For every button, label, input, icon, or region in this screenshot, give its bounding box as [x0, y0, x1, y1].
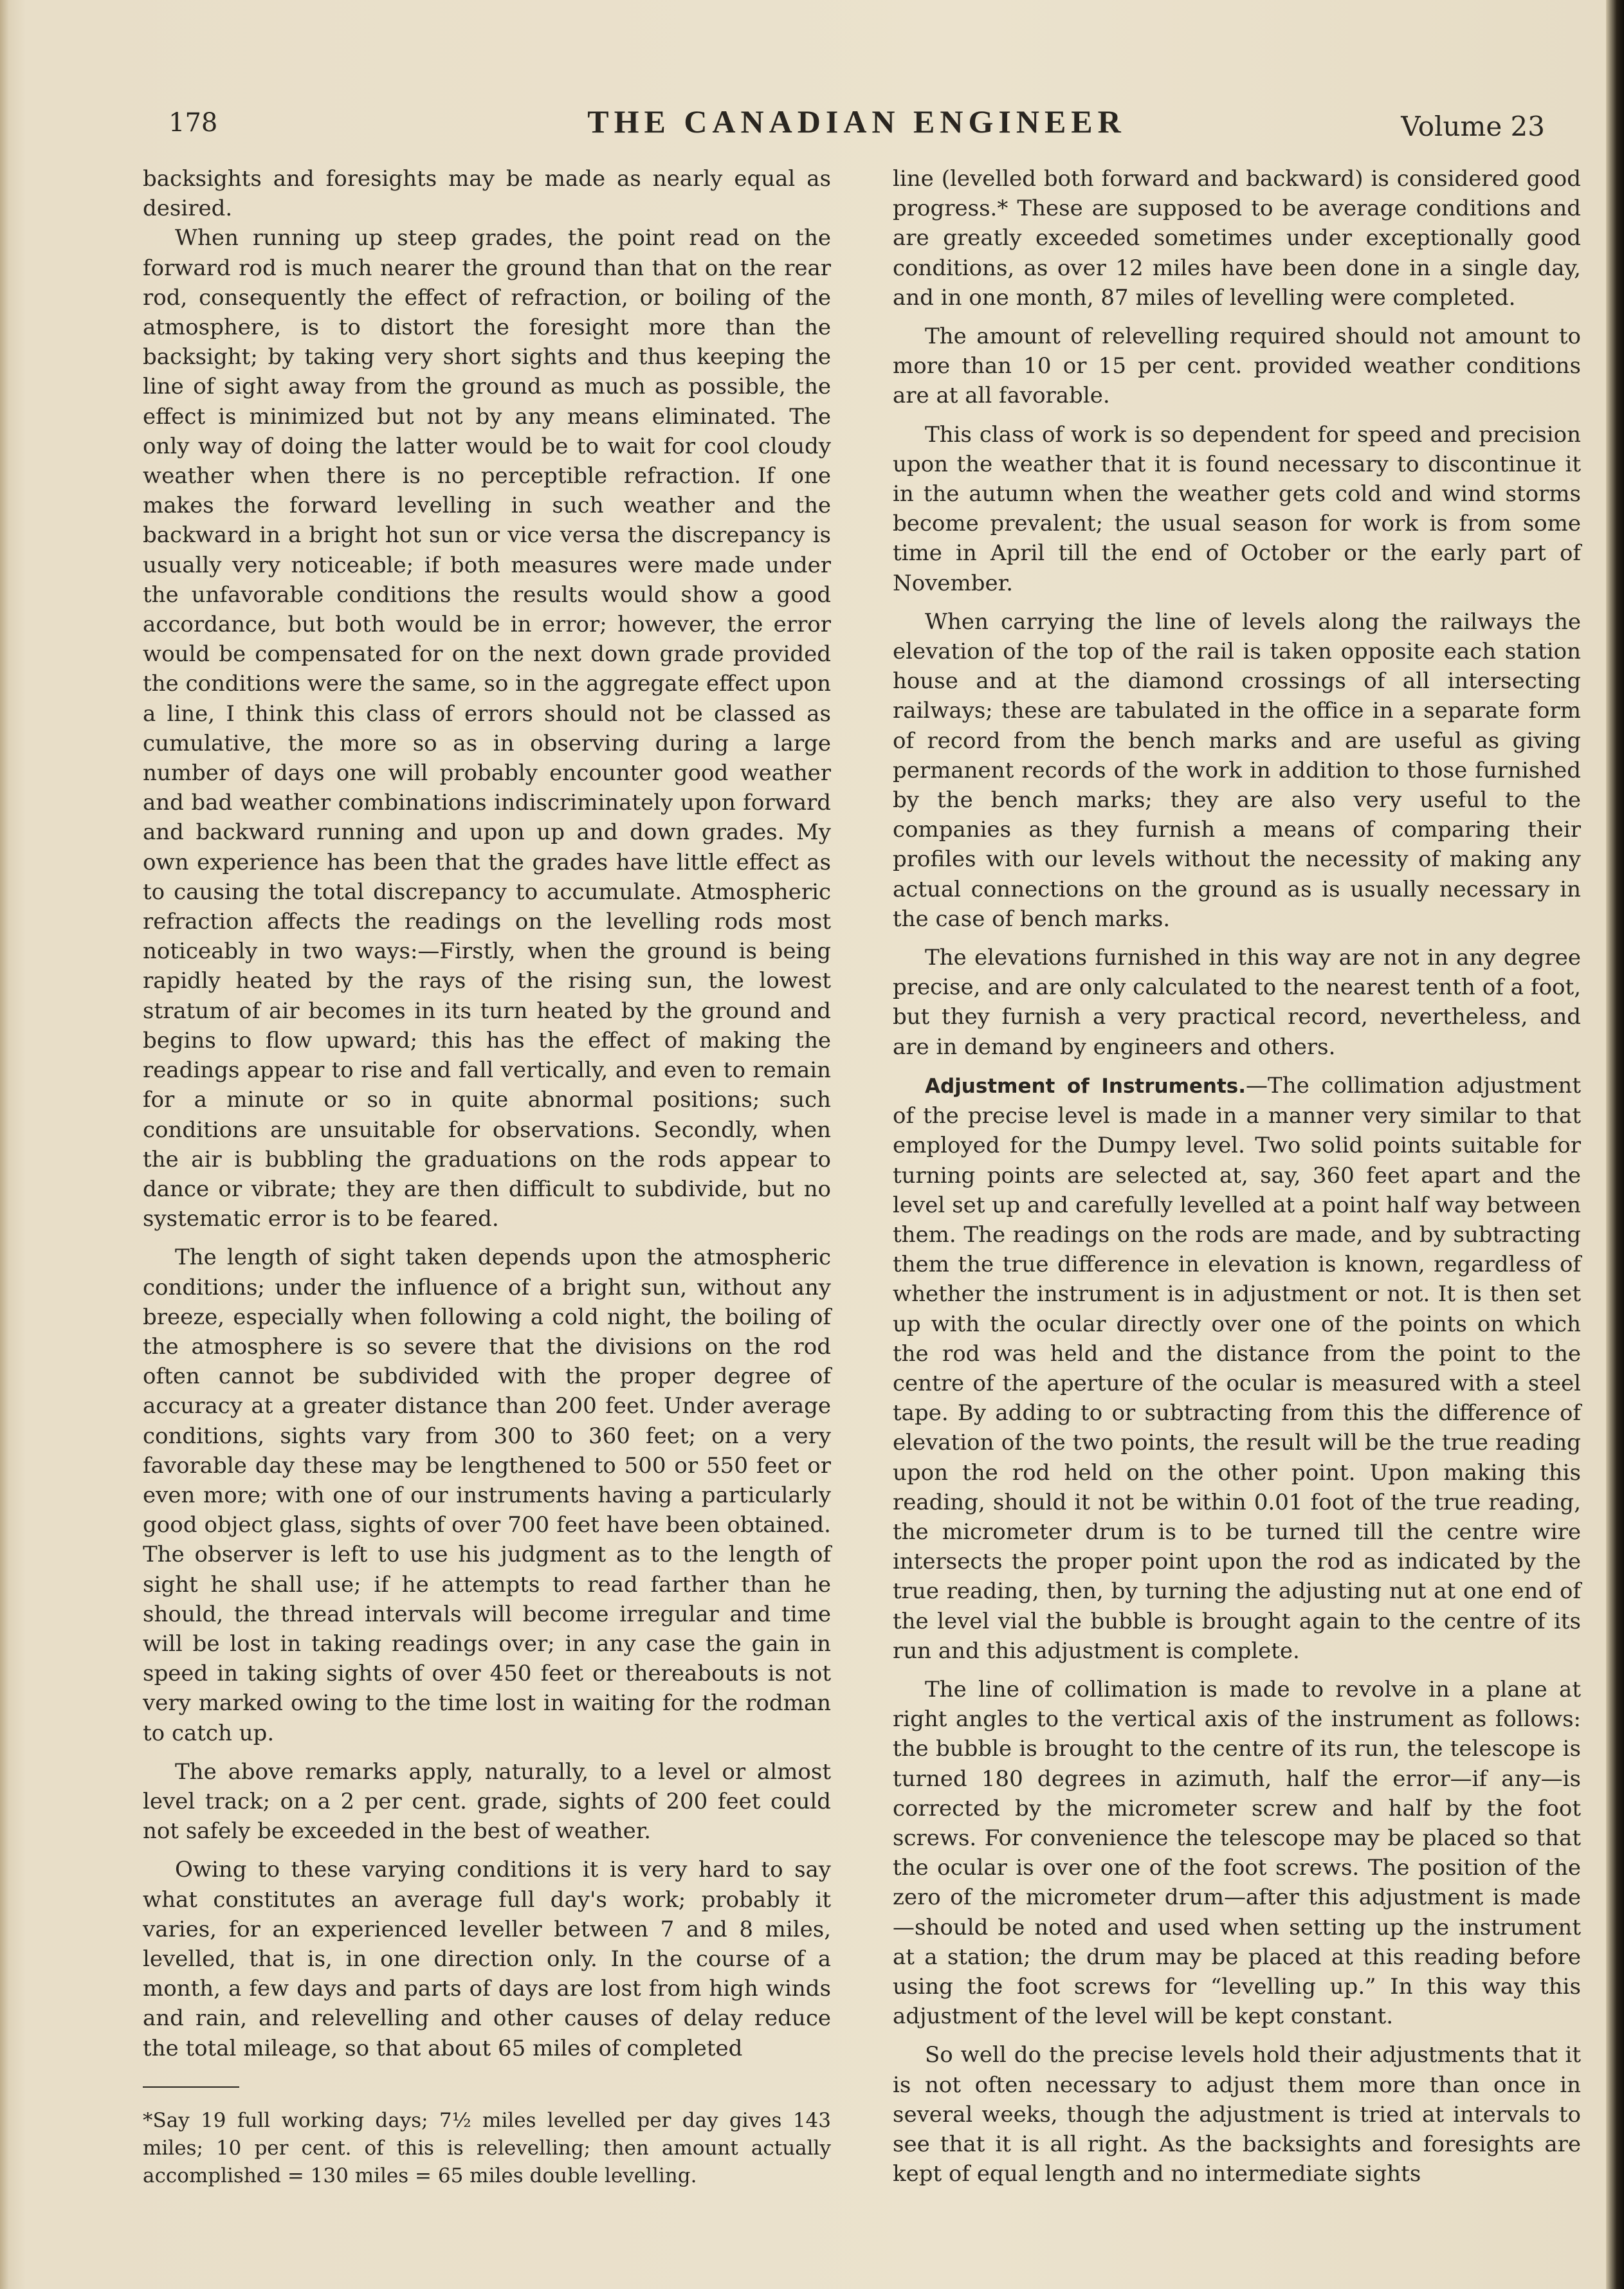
- paragraph: This class of work is so dependent for speed and precision upon the weather that it is found necessary to discontinue it in the autumn when the weather gets cold and wind storms become prevalent; the usual season for work is from some time in April till the end of October or the early part of November.: [893, 421, 1581, 596]
- paragraph: The length of sight taken depends upon the atmospheric conditions; under the influence of a bright sun, without any breeze, especially when following a cold night, the boiling of the atmosphere is so severe that the divisions on the rod often cannot be subdivided with the proper degree of accuracy at a greater distance than 200 feet. Under average conditions, sights vary from 300 to 360 feet; on a very favorable day these may be lengthened to 500 or 550 feet or even more; with one of our instruments having a particularly good object glass, sights of over 700 feet have been obtained. The observer is left to use his judgment as to the length of sight he shall use; if he attempts to read farther than he should, the thread intervals will become irregular and time will be lost in taking readings over; in any case the gain in speed in taking sights of over 450 feet or thereabouts is not very marked owing to the time lost in waiting for the rodman to catch up.: [143, 1245, 831, 1746]
- section-heading: Adjustment of Instruments.: [925, 1074, 1246, 1098]
- paragraph: The above remarks apply, naturally, to a level or almost level track; on a 2 per cent. grade, sights of 200 feet could not safely be exceeded in the best of weather.: [143, 1758, 831, 1845]
- page-number: 178: [169, 108, 218, 138]
- footnote-divider: [143, 2086, 239, 2088]
- left-column: [143, 164, 831, 2190]
- paragraph: line (levelled both forward and backward) is considered good progress.* These are supposed to be average conditions and are greatly exceeded sometimes under exceptionally good conditions, as over 12 miles have been done in a single day, and in one month, 87 miles of levelling were completed.: [893, 166, 1581, 311]
- paragraph: So well do the precise levels hold their adjustments that it is not often necessary to adjust them more than once in several weeks, though the adjustment is tried at intervals to see that it is all right. As the backsights and foresights are kept of equal length and no intermediate sights: [893, 2042, 1581, 2187]
- paragraph: When running up steep grades, the point read on the forward rod is much nearer the ground than that on the rear rod, consequently the effect of refraction, or boiling of the atmosphere, is to distort the foresight more than the backsight; by taking very short sights and thus keeping the line of sight away from the ground as much as possible, the effect is minimized but not by any means eliminated. The only way of doing the latter would be to wait for cool cloudy weather when there is no perceptible refraction. If one makes the forward levelling in such weather and the backward in a bright hot sun or vice versa the discrepancy is usually very noticeable; if both measures were made under the unfavorable conditions the results would show a good accordance, but both would be in error; however, the error would be compensated for on the next down grade provided the conditions were the same, so in the aggregate effect upon a line, I think this class of errors should not be classed as cumulative, the more so as in observing during a large number of days one will probably encounter good weather and bad weather combinations indiscriminately upon forward and backward running and upon up and down grades. My own experience has been that the grades have little effect as to causing the total discrepancy to accumulate. Atmospheric refraction affects the readings on the levelling rods most noticeably in two ways:—Firstly, when the ground is being rapidly heated by the rays of the rising sun, the lowest stratum of air becomes in its turn heated by the ground and begins to flow upward; this has the effect of making the readings appear to rise and fall vertically, and even to remain for a minute or so in quite abnormal positions; such conditions are unsuitable for observations. Secondly, when the air is bubbling the graduations on the rods appear to dance or vibrate; they are then difficult to subdivide, but no systematic error is to be feared.: [143, 225, 831, 1232]
- journal-title: THE CANADIAN ENGINEER: [587, 104, 1126, 140]
- paragraph: The elevations furnished in this way are not in any degree precise, and are only calculated to the nearest tenth of a foot, but they furnish a very practical record, nevertheless, and are in demand by engineers and others.: [893, 945, 1581, 1060]
- paragraph: The line of collimation is made to revolve in a plane at right angles to the vertical axis of the instrument as follows: the bubble is brought to the centre of its run, the telescope is turned 180 degrees in azimuth, half the error—if any—is corrected by the micrometer screw and half by the foot screws. For convenience the telescope may be placed so that the ocular is over one of the foot screws. The position of the zero of the micrometer drum—after this adjustment is made—should be noted and used when setting up the instrument at a station; the drum may be placed at this reading before using the foot screws for “levelling up.” In this way this adjustment of the level will be kept constant.: [893, 1676, 1581, 2030]
- book-spine-shadow: [1606, 0, 1624, 2289]
- paragraph: The amount of relevelling required should not amount to more than 10 or 15 per cent. provided weather conditions are at all favorable.: [893, 324, 1581, 409]
- paragraph: When carrying the line of levels along the railways the elevation of the top of the rail is taken opposite each station house and at the diamond crossings of all intersecting railways; these are tabulated in the office in a separate form of record from the bench marks and are useful as giving permanent records of the work in addition to those furnished by the bench marks; they are also very useful to the companies as they furnish a means of comparing their profiles with our levels without the necessity of making any actual connections on the ground as is usually necessary in the case of bench marks.: [893, 608, 1581, 932]
- section-paragraph: [893, 1071, 1581, 1666]
- paragraph: Owing to these varying conditions it is very hard to say what constitutes an average full day's work; probably it varies, for an experienced leveller between 7 and 8 miles, levelled, that is, in one direction only. In the course of a month, a few days and parts of days are lost from high winds and rain, and relevelling and other causes of delay reduce the total mileage, so that about 65 miles of completed: [143, 1857, 831, 2061]
- volume-label: Volume 23: [1401, 111, 1545, 142]
- running-header: [169, 96, 1545, 148]
- footnote: *Say 19 full working days; 7½ miles levelled per day gives 143 miles; 10 per cent. of this is relevelling; then amount actually accomplished = 130 miles = 65 miles double levelling.: [143, 2108, 831, 2187]
- page-left-edge: [0, 0, 9, 2289]
- paragraph: backsights and foresights may be made as nearly equal as desired.: [143, 166, 831, 222]
- right-column: [893, 164, 1581, 2189]
- section-text: —The collimation adjustment of the precise level is made in a manner very similar to that employed for the Dumpy level. Two solid points suitable for turning points are selected at, say, 360 feet apart and the level set up and carefully levelled at a point half way between them. The readings on the rods are made, and by subtracting them the true difference in elevation is known, regardless of whether the instrument is in adjustment or not. It is then set up with the ocular directly over one of the points on which the rod was held and the distance from the point to the centre of the aperture of the ocular is measured with a steel tape. By adding to or subtracting from this the difference of elevation of the two points, the result will be the true reading upon the rod held on the other point. Upon making this reading, should it not be within 0.01 foot of the true reading, the micrometer drum is to be turned till the centre wire intersects the proper point upon the rod as indicated by the true reading, then, by turning the adjusting nut at one end of the level vial the bubble is brought again to the centre of its run and this adjustment is complete.: [893, 1072, 1581, 1664]
